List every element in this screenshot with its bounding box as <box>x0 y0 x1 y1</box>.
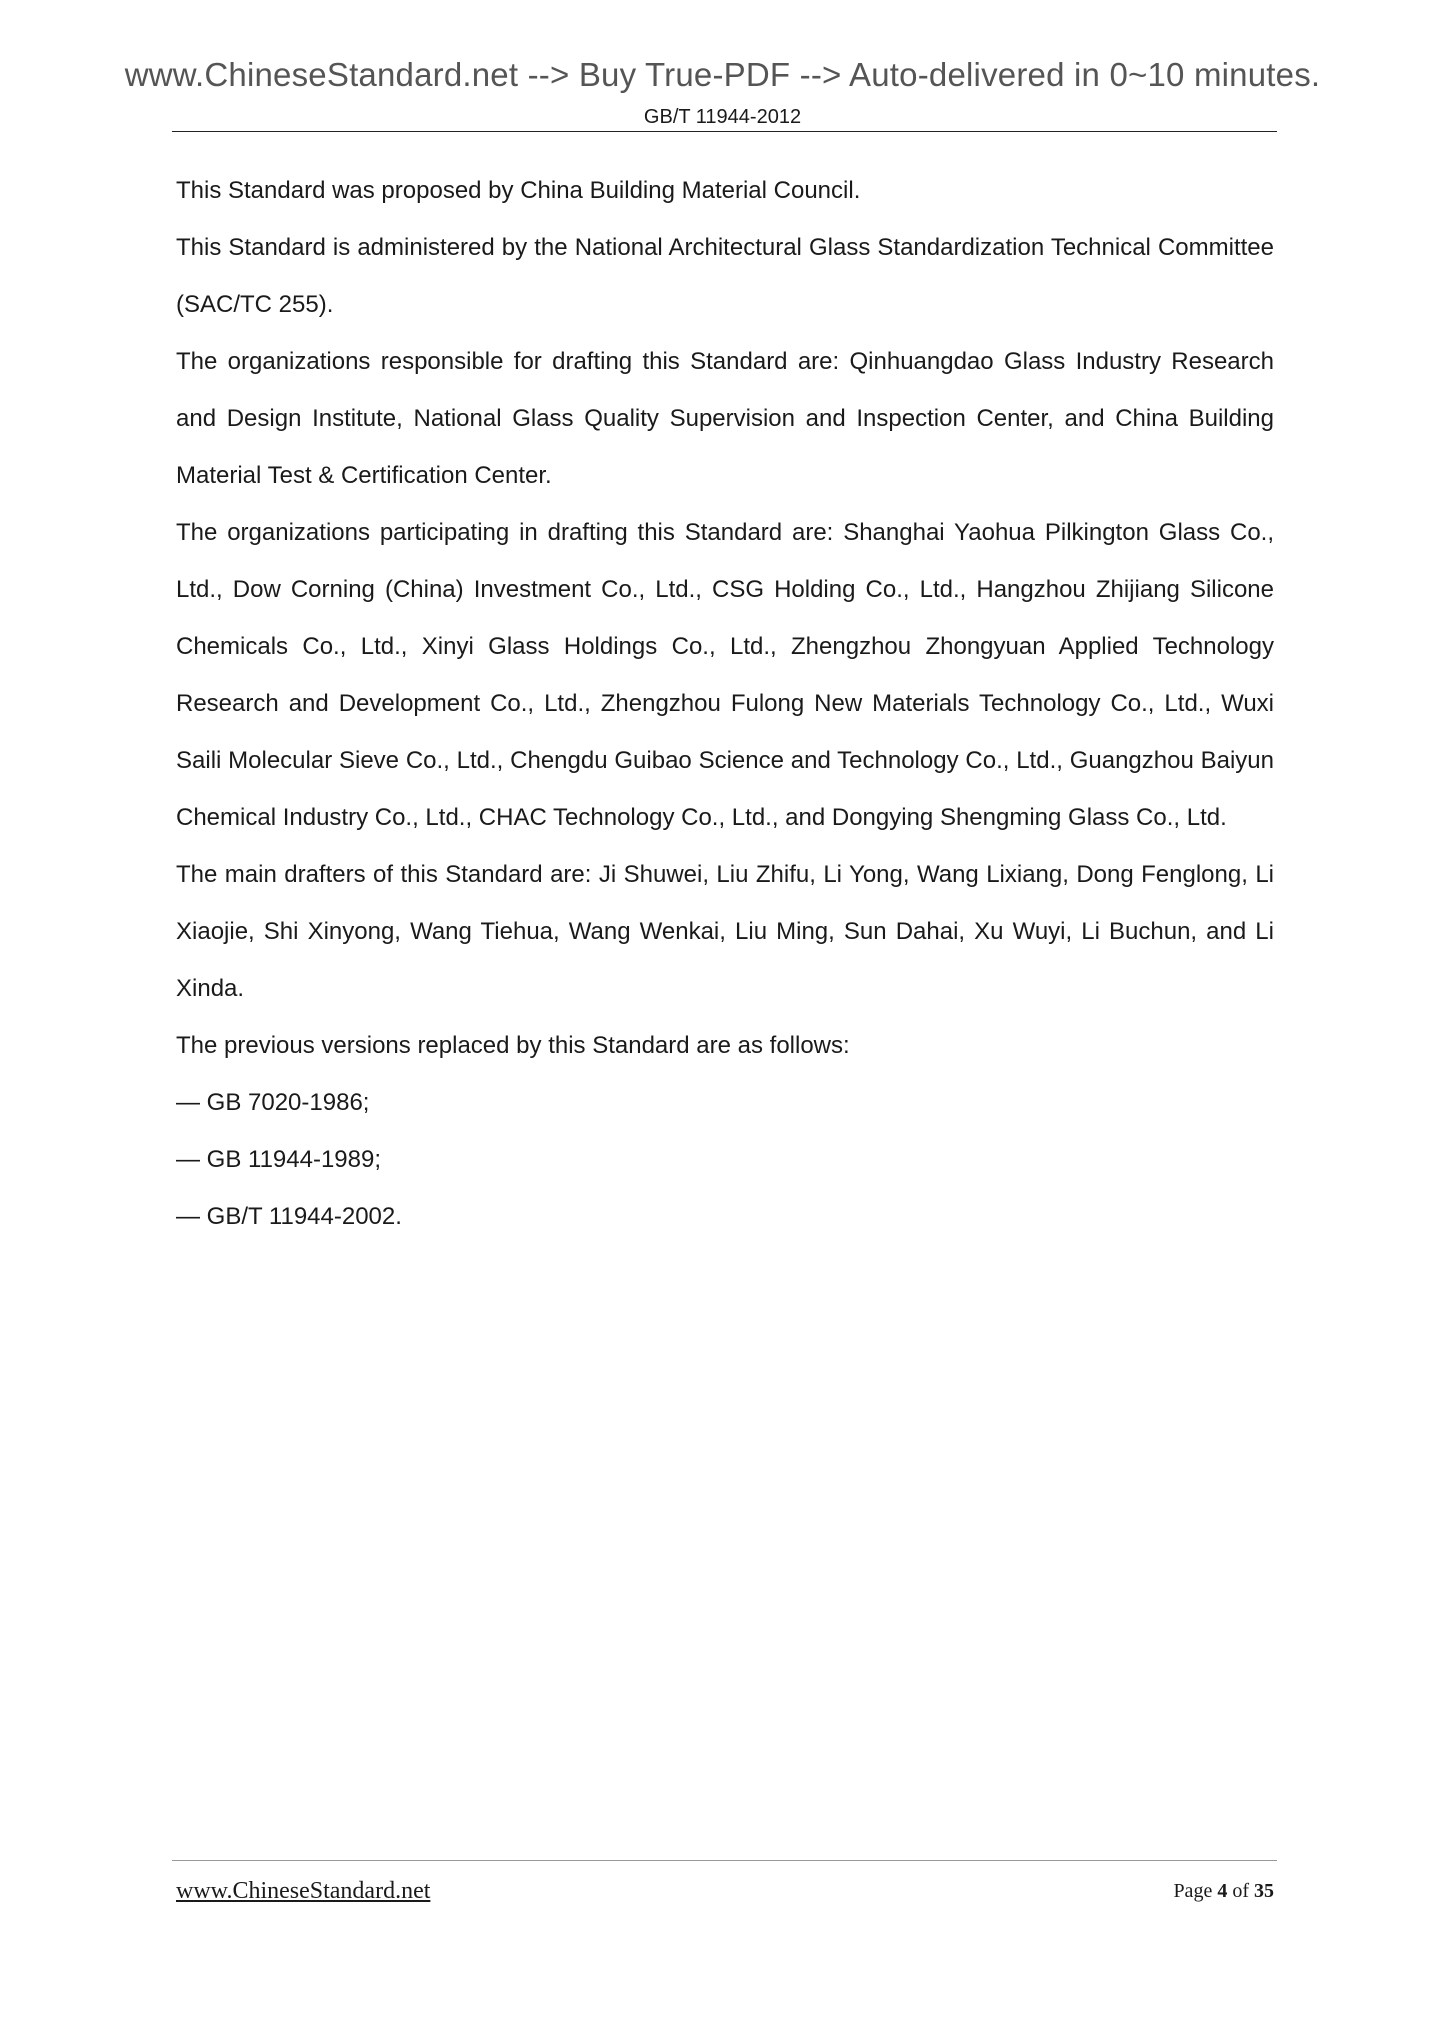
page-number: 4 <box>1217 1880 1228 1902</box>
document-body <box>176 162 1274 1245</box>
footer-divider <box>172 1860 1277 1861</box>
header-divider <box>172 131 1277 132</box>
paragraph-main-drafters: The main drafters of this Standard are: Ji Shuwei, Liu Zhifu, Li Yong, Wang Lixiang, Dong Fenglong, Li Xiaojie, Shi Xinyong, Wang Tiehua, Wang Wenkai, Liu Ming, Sun Dahai, Xu Wuyi, Li Buchun, and Li Xinda. <box>176 861 1274 1002</box>
page-indicator <box>1173 1880 1274 1903</box>
standard-code: GB/T 11944-2012 <box>643 106 802 128</box>
page-footer <box>176 1878 1274 1914</box>
page-total: 35 <box>1254 1880 1274 1902</box>
site-banner[interactable]: www.ChineseStandard.net --> Buy True-PDF --> Auto-delivered in 0~10 minutes. <box>124 56 1321 93</box>
paragraph-previous-versions: The previous versions replaced by this Standard are as follows: <box>176 1032 850 1059</box>
list-item: — GB 7020-1986; <box>176 1089 370 1116</box>
page-of-label: of <box>1232 1880 1249 1902</box>
paragraph-proposed-by: This Standard was proposed by China Building Material Council. <box>176 177 861 204</box>
paragraph-participating-organizations: The organizations participating in drafting this Standard are: Shanghai Yaohua Pilkington Glass Co., Ltd., Dow Corning (China) Investment Co., Ltd., CSG Holding Co., Ltd., Hangzhou Zhijiang Silicone Chemicals Co., Ltd., Xinyi Glass Holdings Co., Ltd., Zhengzhou Zhongyuan Applied Technology Research and Development Co., Ltd., Zhengzhou Fulong New Materials Technology Co., Ltd., Wuxi Saili Molecular Sieve Co., Ltd., Chengdu Guibao Science and Technology Co., Ltd., Guangzhou Baiyun Chemical Industry Co., Ltd., CHAC Technology Co., Ltd., and Dongying Shengming Glass Co., Ltd. <box>176 519 1274 831</box>
paragraph-administered-by: This Standard is administered by the National Architectural Glass Standardization Technical Committee (SAC/TC 255). <box>176 234 1274 318</box>
paragraph-drafting-organizations: The organizations responsible for drafting this Standard are: Qinhuangdao Glass Industry Research and Design Institute, National Glass Quality Supervision and Inspection Center, and China Building Material Test & Certification Center. <box>176 348 1274 489</box>
footer-site-link[interactable]: www.ChineseStandard.net <box>176 1878 431 1904</box>
list-item: — GB 11944-1989; <box>176 1146 382 1173</box>
page-label: Page <box>1173 1880 1213 1902</box>
list-item: — GB/T 11944-2002. <box>176 1203 402 1230</box>
